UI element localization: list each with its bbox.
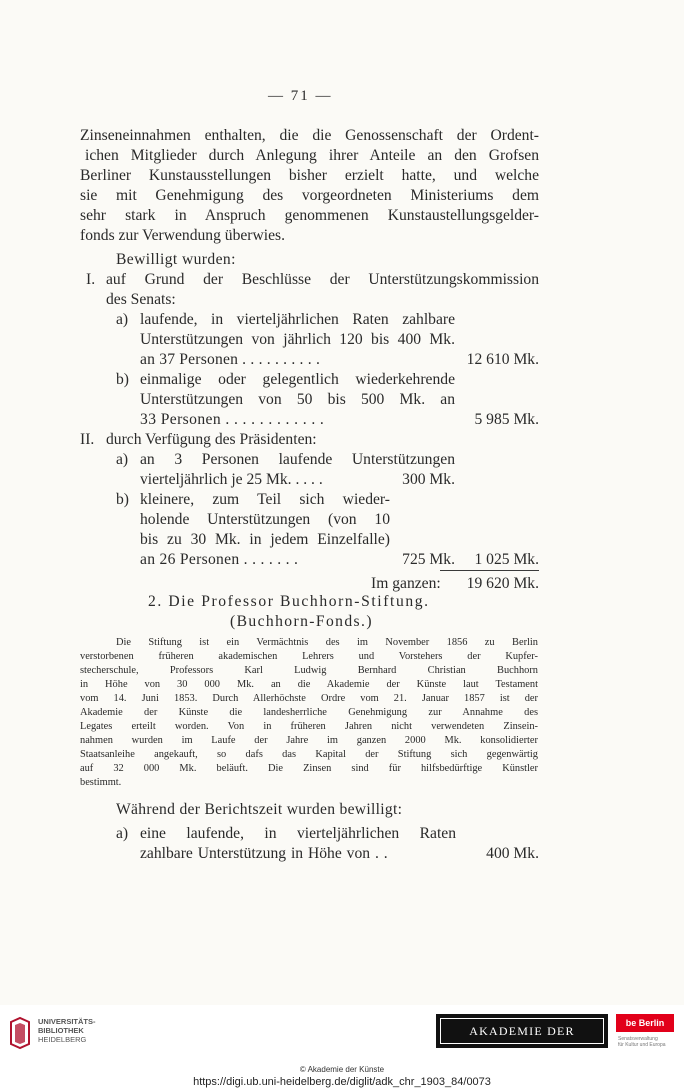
foundation-title: 2. Die Professor Buchhorn-Stiftung. (148, 593, 430, 610)
section-numeral: I. (86, 271, 96, 288)
intro-line: ichen Mitglieder durch Anlegung ihrer Anteile an den Grofsen (85, 147, 539, 164)
amount: 400 Mk. (486, 845, 539, 862)
item-line: vierteljährlich je 25 Mk. . . . . (140, 471, 323, 488)
item-line: eine laufende, in vierteljährlichen Raten (140, 825, 456, 842)
akademie-logo[interactable] (436, 1014, 608, 1062)
report-heading: Während der Berichtszeit wurden bewilligt: (116, 801, 403, 818)
total-amount: 19 620 Mk. (466, 575, 539, 592)
footer (0, 1005, 684, 1091)
amount: 300 Mk. (402, 471, 455, 488)
granted-heading: Bewilligt wurden: (116, 251, 236, 268)
item-line: an 26 Personen . . . . . . . (140, 551, 299, 568)
intro-line: Zinseneinnahmen enthalten, die die Genossenschaft der Ordent- (80, 127, 539, 144)
intro-line: fonds zur Verwendung überwies. (80, 227, 285, 244)
foundation-line: Die Stiftung ist ein Vermächtnis des im November 1856 zu Berlin (116, 637, 538, 648)
item-line: 33 Personen . . . . . . . . . . . . (140, 411, 325, 428)
foundation-line: in Höhe von 30 000 Mk. an die Akademie der Künste laut Testament (80, 679, 538, 690)
amount: 5 985 Mk. (474, 411, 539, 428)
item-line: holende Unterstützungen (von 10 (140, 511, 390, 528)
intro-line: sehr stark in Anspruch genommenen Kunstaustellungsgelder- (80, 207, 539, 224)
item-line: einmalige oder gelegentlich wiederkehrende (140, 371, 455, 388)
berlin-badge: be Berlin (616, 1014, 674, 1032)
amount: 12 610 Mk. (466, 351, 539, 368)
item-line: Unterstützungen von jährlich 120 bis 400 Mk. (140, 331, 455, 348)
item-line: zahlbare Unterstützung in Höhe von . . (140, 845, 388, 862)
foundation-line: auf 32 000 Mk. beläuft. Die Zinsen sind für hilfsbedürftige Künstler (80, 763, 538, 774)
intro-line: Berliner Kunstausstellungen bisher erzielt hatte, und welche (80, 167, 539, 184)
item-line: kleinere, zum Teil sich wieder- (140, 491, 390, 508)
akademie-label: AKADEMIE DER KÜNSTE (440, 1018, 604, 1044)
intro-line: sie mit Genehmigung des vorgeordneten Ministeriums dem (80, 187, 539, 204)
total-label: Im ganzen: (371, 575, 441, 592)
source-url[interactable]: https://digi.ub.uni-heidelberg.de/diglit/adk_chr_1903_84/0073 (193, 1076, 491, 1088)
item-line: an 3 Personen laufende Unterstützungen (140, 451, 455, 468)
heidelberg-emblem-icon (8, 1016, 32, 1050)
item-letter: a) (116, 451, 129, 468)
foundation-line: Legates erteilt worden. Von in früheren Jahren nicht verwendeten Zinsein- (80, 721, 538, 732)
item-line: laufende, in vierteljährlichen Raten zahlbare (140, 311, 455, 328)
section-numeral: II. (80, 431, 95, 448)
foundation-line: stecherschule, Professors Karl Ludwig Bernhard Christian Buchhorn (80, 665, 538, 676)
item-line: bis zu 30 Mk. in jedem Einzelfalle) (140, 531, 390, 548)
section-line: auf Grund der Beschlüsse der Unterstützungskommission (106, 271, 539, 288)
section-line: durch Verfügung des Präsidenten: (106, 431, 317, 448)
foundation-line: Staatsanleihe angekauft, so dafs das Kapital der Stiftung sich gegenwärtig (80, 749, 538, 760)
foundation-line: Akademie der Künste die landesherrliche Genehmigung zur Annahme des (80, 707, 538, 718)
copyright: © Akademie der Künste (299, 1065, 385, 1074)
berlin-subtitle: Senatsverwaltung für Kultur und Europa (618, 1036, 666, 1048)
foundation-subtitle: (Buchhorn-Fonds.) (230, 613, 373, 630)
heidelberg-logo[interactable] (8, 1014, 158, 1054)
item-line: an 37 Personen . . . . . . . . . . (140, 351, 321, 368)
berlin-logo[interactable] (616, 1014, 674, 1054)
library-name: UNIVERSITÄTS- BIBLIOTHEK HEIDELBERG (38, 1017, 96, 1044)
foundation-line: vom 14. Juni 1853. Durch Allerhöchste Ordre vom 21. Januar 1857 ist der (80, 693, 538, 704)
item-line: Unterstützungen von 50 bis 500 Mk. an (140, 391, 455, 408)
foundation-line: bestimmt. (80, 777, 122, 788)
item-letter: b) (116, 371, 129, 388)
sum-rule (440, 570, 539, 571)
amount: 725 Mk. (402, 551, 455, 568)
foundation-line: verstorbenen früheren akademischen Lehrers und Vorstehers der Kupfer- (80, 651, 538, 662)
section-line: des Senats: (106, 291, 176, 308)
subtotal-amount: 1 025 Mk. (474, 551, 539, 568)
page-number: — 71 — (268, 88, 333, 104)
item-letter: b) (116, 491, 129, 508)
item-letter: a) (116, 825, 129, 842)
item-letter: a) (116, 311, 129, 328)
foundation-line: nahmen wurden im Laufe der Jahre im ganzen 2000 Mk. konsolidierter (80, 735, 538, 746)
